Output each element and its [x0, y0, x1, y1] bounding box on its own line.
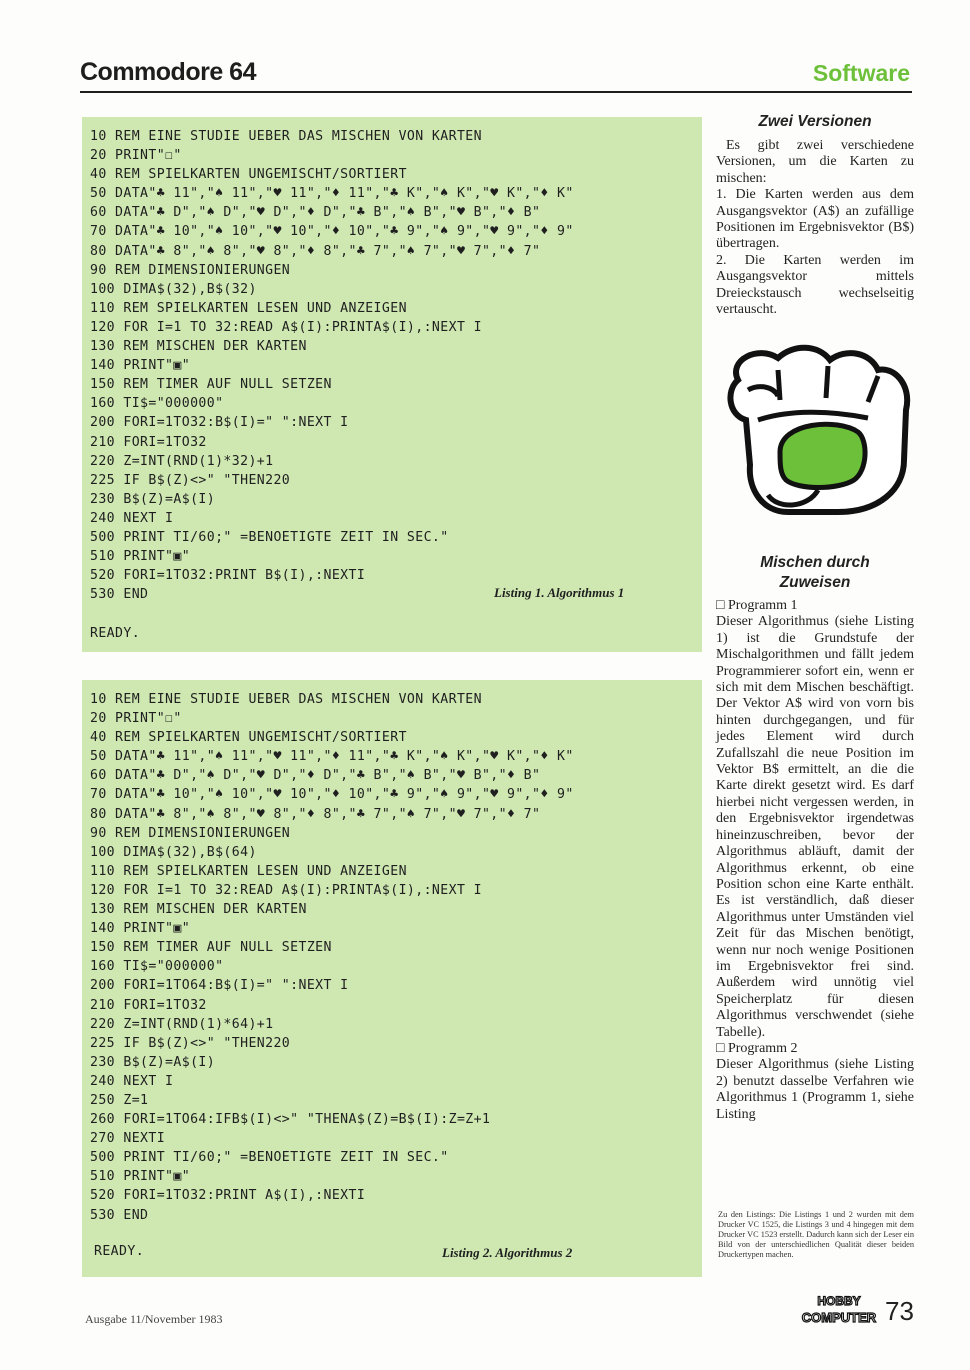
- listing-2-code: [90, 690, 574, 1225]
- code-line: 20 PRINT"☐": [90, 711, 182, 727]
- code-line: 225 IF B$(Z)<>" "THEN220: [90, 472, 291, 488]
- code-line: 160 TI$="000000": [90, 959, 224, 975]
- code-line: 110 REM SPIELKARTEN LESEN UND ANZEIGEN: [90, 863, 407, 879]
- fist-with-green-fingernail-icon: [718, 340, 918, 520]
- code-line: 200 FORI=1TO32:B$(I)=" ":NEXT I: [90, 415, 349, 431]
- program-2-text: Dieser Algorithmus (siehe Listing 2) benutzt dasselbe Verfahren wie Algorithmus 1 (Programm 1, siehe Listing: [716, 1057, 914, 1122]
- code-line: 520 FORI=1TO32:PRINT B$(I),:NEXTI: [90, 568, 366, 584]
- code-line: 50 DATA"♣ 11","♠ 11","♥ 11","♦ 11","♣ K","♠ K","♥ K","♦ K": [90, 186, 574, 202]
- code-line: 510 PRINT"▣": [90, 549, 191, 565]
- code-line: 210 FORI=1TO32: [90, 434, 207, 450]
- code-line: 80 DATA"♣ 8","♠ 8","♥ 8","♦ 8","♣ 7","♠ 7","♥ 7","♦ 7": [90, 243, 541, 259]
- code-line: 100 DIMA$(32),B$(64): [90, 844, 257, 860]
- code-line: 130 REM MISCHEN DER KARTEN: [90, 339, 307, 355]
- code-line: 10 REM EINE STUDIE UEBER DAS MISCHEN VON KARTEN: [90, 692, 482, 707]
- magazine-section-title: Commodore 64: [80, 58, 256, 86]
- listing-1-caption: Listing 1. Algorithmus 1: [494, 585, 625, 600]
- code-line: 50 DATA"♣ 11","♠ 11","♥ 11","♦ 11","♣ K","♠ K","♥ K","♦ K": [90, 749, 574, 765]
- code-line: 10 REM EINE STUDIE UEBER DAS MISCHEN VON KARTEN: [90, 129, 482, 144]
- code-line: 250 Z=1: [90, 1092, 149, 1108]
- listing-1-ready: READY.: [90, 626, 141, 641]
- code-line: 40 REM SPIELKARTEN UNGEMISCHT/SORTIERT: [90, 730, 407, 746]
- code-line: 240 NEXT I: [90, 510, 174, 526]
- code-line: 260 FORI=1TO64:IFB$(I)<>" "THENA$(Z)=B$(I):Z=Z+1: [90, 1112, 491, 1128]
- listing-1-code: [90, 127, 574, 604]
- code-line: 140 PRINT"▣": [90, 358, 191, 374]
- code-line: 120 FOR I=1 TO 32:READ A$(I):PRINTA$(I),:NEXT I: [90, 319, 482, 335]
- listing-1: [82, 117, 702, 652]
- logo-bottom-text: COMPUTER: [801, 1310, 877, 1325]
- code-line: 500 PRINT TI/60;" =BENOETIGTE ZEIT IN SEC.": [90, 529, 449, 545]
- code-line: 110 REM SPIELKARTEN LESEN UND ANZEIGEN: [90, 300, 407, 316]
- sidebar-zwei-versionen: [716, 112, 914, 318]
- code-line: 70 DATA"♣ 10","♠ 10","♥ 10","♦ 10","♣ 9","♠ 9","♥ 9","♦ 9": [90, 224, 574, 240]
- code-line: 510 PRINT"▣": [90, 1169, 191, 1185]
- footnote: Zu den Listings: Die Listings 1 und 2 wurden mit dem Drucker VC 1525, die Listings 3 und 4 hingegen mit dem Drucker VC 1523 erstellt. Dadurch kann sich der Leser ein Bild von der unterschiedlichen Qualität dieser beiden Druckertypen machen.: [718, 1210, 914, 1259]
- listing-2: [82, 680, 702, 1277]
- code-line: 225 IF B$(Z)<>" "THEN220: [90, 1035, 291, 1051]
- code-line: 270 NEXTI: [90, 1131, 166, 1147]
- code-line: 90 REM DIMENSIONIERUNGEN: [90, 825, 291, 841]
- program-1-text: Dieser Algorithmus (siehe Listing 1) ist die Grundstufe der Mischalgorithmen und fällt jedem Programmierer sofort ein, wenn er sich mit dem Mischen beschäftigt. Der Vektor A$ wird von vorn bis hinten durchgegangen, und für jedes Element wird durch Zufallszahl die neue Position im Vektor B$ ermittelt, an die die Karte direkt gesetzt wird. Es darf hierbei nicht vergessen werden, in den Ergebnisvektor irgendetwas hineinzuschreiben, bevor der Algorithmus abläuft, damit der Algorithmus erkennt, ob eine Position schon eine Karte enthält. Es ist verständlich, daß dieser Algorithmus unter Umständen viel Zeit für das Mischen benötigt, wenn nur noch wenige Positionen im Ergebnisvektor frei sind. Außerdem wird unnötig viel Speicherplatz für diesen Algorithmus verschwendet (siehe Tabelle).: [716, 614, 914, 1040]
- code-line: 40 REM SPIELKARTEN UNGEMISCHT/SORTIERT: [90, 167, 407, 183]
- code-line: 140 PRINT"▣": [90, 921, 191, 937]
- code-line: 60 DATA"♣ D","♠ D","♥ D","♦ D","♣ B","♠ B","♥ B","♦ B": [90, 205, 541, 221]
- logo-top-text: HOBBY: [817, 1294, 861, 1308]
- listing-2-ready: READY.: [94, 1244, 145, 1259]
- category-label: Software: [812, 60, 910, 86]
- sidebar-heading: Mischen durch: [760, 554, 870, 571]
- code-line: 160 TI$="000000": [90, 396, 224, 412]
- code-line: 90 REM DIMENSIONIERUNGEN: [90, 262, 291, 278]
- hobby-computer-logo: [800, 1292, 878, 1326]
- header-divider: [80, 91, 912, 93]
- program-1-label: □ Programm 1: [716, 598, 798, 613]
- code-line: 500 PRINT TI/60;" =BENOETIGTE ZEIT IN SEC.": [90, 1150, 449, 1166]
- code-line: 220 Z=INT(RND(1)*32)+1: [90, 453, 274, 469]
- code-line: 150 REM TIMER AUF NULL SETZEN: [90, 940, 332, 956]
- code-line: 230 B$(Z)=A$(I): [90, 1054, 216, 1070]
- code-line: 520 FORI=1TO32:PRINT A$(I),:NEXTI: [90, 1188, 366, 1204]
- program-2-label: □ Programm 2: [716, 1040, 798, 1056]
- sidebar-paragraph: 1. Die Karten werden aus dem Ausgangsvektor (A$) an zufällige Positionen im Ergebnisvektor (B$) übertragen.: [716, 187, 914, 252]
- sidebar-heading: Zwei Versionen: [758, 113, 872, 130]
- code-line: 530 END: [90, 587, 149, 603]
- code-line: 70 DATA"♣ 10","♠ 10","♥ 10","♦ 10","♣ 9","♠ 9","♥ 9","♦ 9": [90, 787, 574, 803]
- code-line: 240 NEXT I: [90, 1073, 174, 1089]
- sidebar-paragraph: Es gibt zwei verschiedene Versionen, um die Karten zu mischen:: [716, 138, 914, 186]
- code-line: 120 FOR I=1 TO 32:READ A$(I):PRINTA$(I),:NEXT I: [90, 882, 482, 898]
- code-line: 20 PRINT"☐": [90, 148, 182, 164]
- code-line: 100 DIMA$(32),B$(32): [90, 281, 257, 297]
- code-line: 60 DATA"♣ D","♠ D","♥ D","♦ D","♣ B","♠ B","♥ B","♦ B": [90, 768, 541, 784]
- issue-info: Ausgabe 11/November 1983: [85, 1312, 223, 1326]
- code-line: 150 REM TIMER AUF NULL SETZEN: [90, 377, 332, 393]
- code-line: 230 B$(Z)=A$(I): [90, 491, 216, 507]
- code-line: 220 Z=INT(RND(1)*64)+1: [90, 1016, 274, 1032]
- page-number: 73: [885, 1296, 914, 1326]
- code-line: 210 FORI=1TO32: [90, 997, 207, 1013]
- sidebar-heading: Zuweisen: [779, 574, 851, 591]
- code-line: 200 FORI=1TO64:B$(I)=" ":NEXT I: [90, 978, 349, 994]
- sidebar-paragraph: 2. Die Karten werden im Ausgangsvektor mittels Dreieckstausch wechselseitig vertauscht.: [716, 252, 914, 318]
- code-line: 530 END: [90, 1207, 149, 1223]
- code-line: 80 DATA"♣ 8","♠ 8","♥ 8","♦ 8","♣ 7","♠ 7","♥ 7","♦ 7": [90, 806, 541, 822]
- code-line: 130 REM MISCHEN DER KARTEN: [90, 902, 307, 918]
- sidebar-mischen-durch-zuweisen: [716, 553, 914, 1123]
- listing-2-caption: Listing 2. Algorithmus 2: [442, 1245, 573, 1260]
